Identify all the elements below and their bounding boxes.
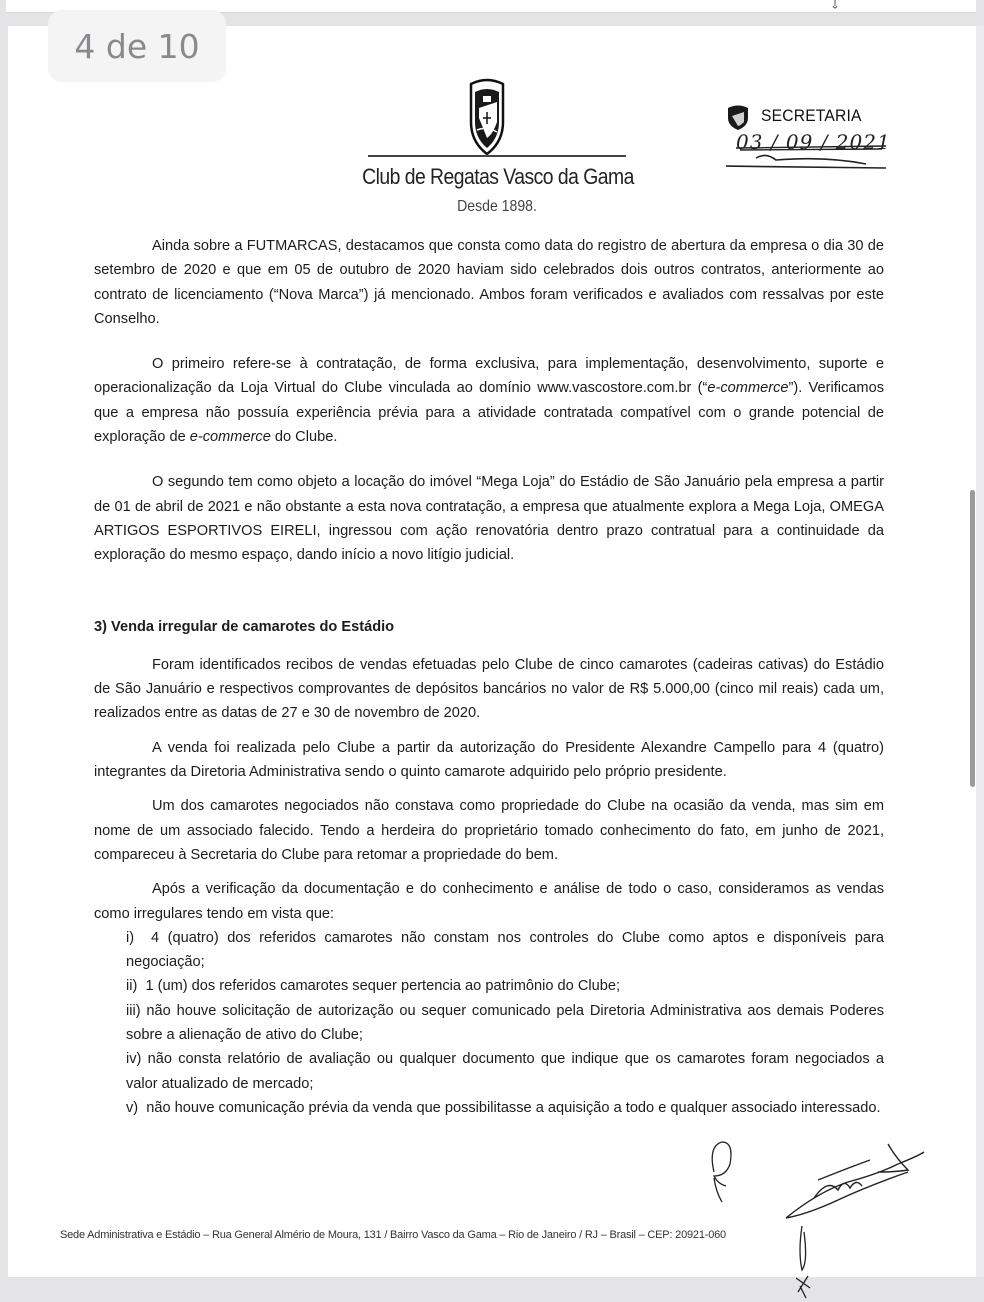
- list-item-text: não houve solicitação de autorização ou sequer comunicado pela Diretoria Administrativa aos demais Poderes sobre a alienação de ativo do Clube;: [126, 1002, 884, 1044]
- previous-page-signature-mark: [832, 0, 838, 10]
- list-item: [126, 926, 884, 975]
- document-body: [94, 234, 884, 1120]
- initials-signature: [704, 1136, 744, 1216]
- paragraph: O primeiro refere-se à contratação, de forma exclusiva, para implementação, desenvolvimento, suporte e operacionalização da Loja Virtual do Clube vinculada ao domínio www.vascostore.com.br (“e-commerce”). Verificamos que a empresa não possuía experiência prévia para a atividade contratada compatível com o grande potencial de exploração de e-commerce do Clube.: [94, 356, 884, 446]
- letterhead-rule: [368, 155, 626, 157]
- list-item: [126, 1047, 884, 1096]
- list-item-label: ii): [126, 978, 138, 995]
- stamp-title: SECRETARIA: [761, 106, 862, 125]
- document-page: [8, 26, 976, 1277]
- vasco-crest-icon: [467, 78, 507, 156]
- section-title: 3) Venda irregular de camarotes do Estádio: [94, 618, 395, 635]
- page-counter-badge: 4 de 10: [48, 10, 226, 82]
- club-name: Club de Regatas Vasco da Gama: [362, 164, 634, 189]
- list-item-label: v): [126, 1099, 139, 1116]
- irregularities-list: [94, 926, 884, 1120]
- list-item-text: 1 (um) dos referidos camarotes sequer pertencia ao patrimônio do Clube;: [145, 978, 621, 995]
- list-item: [126, 1096, 884, 1120]
- list-item-text: 4 (quatro) dos referidos camarotes não constam nos controles do Clube como aptos e disponíveis para negociação;: [126, 929, 885, 971]
- stamp-date: 03 / 09 / 2021: [736, 130, 891, 154]
- paragraph: Ainda sobre a FUTMARCAS, destacamos que consta como data do registro de abertura da empresa o dia 30 de setembro de 2020 e que em 05 de outubro de 2020 haviam sido celebrados dois outros contratos, anteriormente ao contrato de licenciamento (“Nova Marca”) já mencionado. Ambos foram verificados e avaliados com ressalvas por este Conselho.: [94, 238, 884, 327]
- paragraph: A venda foi realizada pelo Clube a partir da autorização do Presidente Alexandre Campello para 4 (quatro) integrantes da Diretoria Administrativa sendo o quinto camarote adquirido pelo próprio presidente.: [94, 739, 884, 781]
- paragraph: Foram identificados recibos de vendas efetuadas pelo Clube de cinco camarotes (cadeiras cativas) do Estádio de São Januário e respectivos comprovantes de depósitos bancários no valor de R$ 5.000,00 (cinco mil reais) cada um, realizados entre as datas de 27 e 30 de novembro de 2020.: [94, 656, 884, 722]
- list-item-text: não houve comunicação prévia da venda que possibilitasse a aquisição a todo e qualquer associado interessado.: [146, 1099, 881, 1116]
- list-item-label: iv): [126, 1051, 142, 1068]
- emphasis: e-commerce: [189, 429, 271, 446]
- paragraph: O segundo tem como objeto a locação do imóvel “Mega Loja” do Estádio de São Januário pela empresa a partir de 01 de abril de 2021 e não obstante a esta nova contratação, a empresa que atualmente explora a Mega Loja, OMEGA ARTIGOS ESPORTIVOS EIRELI, ingressou com ação renovatória dentro prazo contratual para a continuidade da exploração do mesmo espaço, dando início a novo litígio judicial.: [94, 474, 884, 564]
- main-signature: [778, 1138, 928, 1228]
- paragraph: Um dos camarotes negociados não constava como propriedade do Clube na ocasião da venda, mas sim em nome de um associado falecido. Tendo a herdeira do proprietário tomado conhecimento do fato, em junho de 2021, compareceu à Secretaria do Clube para retomar a propriedade do bem.: [94, 798, 884, 863]
- footer-address: Sede Administrativa e Estádio – Rua General Almério de Moura, 131 / Bairro Vasco da Gama – Rio de Janeiro / RJ – Brasil – CEP: 20921-060: [60, 1229, 726, 1241]
- scrollbar-thumb[interactable]: [970, 490, 975, 787]
- list-item: [126, 999, 884, 1048]
- club-founded: Desde 1898.: [457, 198, 537, 215]
- list-item: [126, 974, 884, 998]
- list-item-text: não consta relatório de avaliação ou qualquer documento que indique que os camarotes foram negociados a valor atualizado de mercado;: [126, 1051, 884, 1092]
- list-item-label: i): [126, 929, 135, 946]
- list-item-label: iii): [126, 1002, 141, 1019]
- emphasis: e-commerce: [707, 380, 789, 397]
- scrollbar-track[interactable]: [976, 26, 984, 1277]
- paragraph: Após a verificação da documentação e do conhecimento e análise de todo o caso, consideramos as vendas como irregulares tendo em vista que:: [94, 881, 884, 922]
